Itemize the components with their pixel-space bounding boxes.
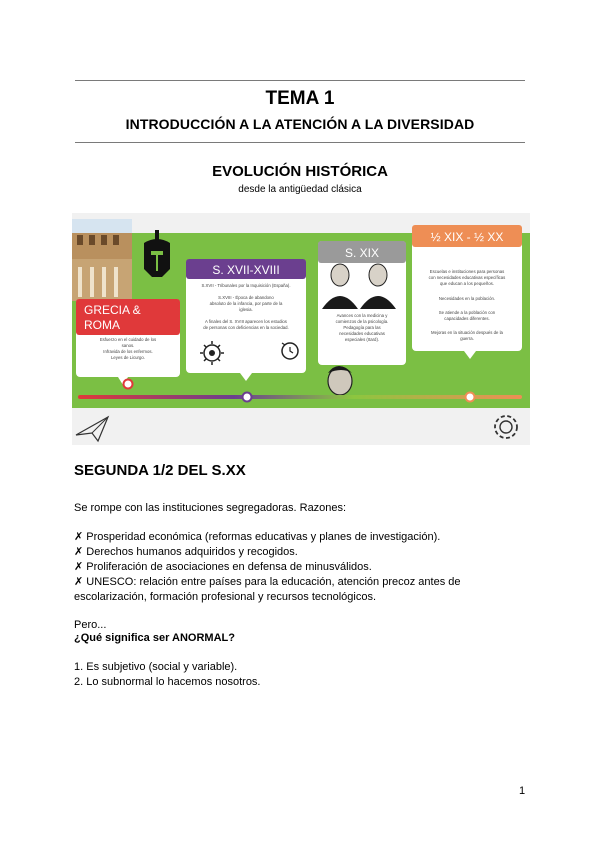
list-item: 1. Es subjetivo (social y variable).: [74, 661, 238, 673]
period-text-4-1: con necesidades educativas específicas: [428, 275, 506, 280]
period-label-4: ½ XIX - ½ XX: [430, 230, 504, 244]
period-text-2-2: absoluto de la infancia, por parte de la: [209, 301, 283, 306]
pero-text: Pero...: [74, 619, 107, 631]
colosseum-image: [72, 219, 132, 301]
period-text-2-1: S.XVIII - Época de abandono: [218, 295, 274, 300]
history-infographic: [72, 213, 530, 445]
section-title: EVOLUCIÓN HISTÓRICA: [212, 163, 388, 180]
period-label-3: S. XIX: [344, 246, 380, 260]
cross-icon: ✗: [74, 576, 84, 588]
paper-plane-icon: [76, 417, 108, 441]
period-text-3-3: necesidades educativas: [339, 331, 385, 336]
list-item: ✗ Proliferación de asociaciones en defensa de minusválidos.: [74, 561, 372, 573]
period-text-2-4: A finales del S. XVIII aparecen los estudios: [205, 319, 287, 324]
timeline-marker-4: [466, 393, 475, 402]
list-item: ✗ UNESCO: relación entre países para la educación, atención precoz antes de: [74, 576, 461, 588]
period-text-2-0: S.XVII - Tribunales por la Inquisición (España).: [201, 283, 291, 288]
gear-icon: [495, 416, 517, 438]
cross-icon: ✗: [74, 561, 84, 573]
timeline-bar: [78, 395, 522, 399]
period-text-4-6: Mejoras en la situación después de la: [431, 330, 503, 335]
period-text-1-2: Infravida de los enfermos.: [103, 349, 153, 354]
section-heading: SEGUNDA 1/2 DEL S.XX: [74, 462, 246, 479]
period-text-4-2: que educan a los pequeños.: [440, 281, 494, 286]
period-text-3-4: especiales (Itard).: [344, 337, 380, 342]
page-title: TEMA 1: [265, 88, 335, 109]
list-item: ✗ Derechos humanos adquiridos y recogidos.: [74, 546, 298, 558]
bottom-portrait-image: [328, 366, 352, 395]
cross-icon: ✗: [74, 531, 84, 543]
period-text-4-7: guerra.: [460, 336, 474, 341]
period-text-3-0: Avances con la medicina y: [336, 313, 388, 318]
question-text: ¿Qué significa ser ANORMAL?: [74, 632, 235, 644]
list-item-continuation: escolarización, formación profesional y recursos tecnológicos.: [74, 591, 377, 603]
infographic-svg: [72, 213, 530, 445]
section-caption: desde la antigüedad clásica: [238, 184, 362, 195]
list-item: 2. Lo subnormal lo hacemos nosotros.: [74, 676, 261, 688]
period-text-1-3: Leyes de Licurgo.: [111, 355, 145, 360]
page-number: 1: [519, 785, 526, 797]
intro-text: Se rompe con las instituciones segregadoras. Razones:: [74, 502, 347, 514]
timeline-marker-2: [243, 393, 252, 402]
cross-icon: ✗: [74, 546, 84, 558]
reasons-list: [74, 530, 461, 605]
answer-list: [74, 660, 261, 690]
period-text-3-1: comienzos de la psicología.: [335, 319, 389, 324]
header-rule: [75, 142, 525, 143]
period-text-1-1: sanos.: [121, 343, 135, 348]
period-text-2-3: iglesia.: [239, 307, 253, 312]
list-item: ✗ Prosperidad económica (reformas educativas y planes de investigación).: [74, 531, 441, 543]
period-text-4-0: Escuelas e instituciones para personas: [429, 269, 505, 274]
period-text-4-4: Se atiende a la población con: [438, 310, 496, 315]
period-text-4-5: capacidades diferentes.: [444, 316, 490, 321]
page-subtitle: INTRODUCCIÓN A LA ATENCIÓN A LA DIVERSIDAD: [125, 116, 475, 132]
period-label-1a: GRECIA &: [84, 303, 141, 317]
top-rule: [75, 80, 525, 81]
period-text-1-0: Esfuerzo en el cuidado de los: [99, 337, 157, 342]
period-label-1b: ROMA: [84, 318, 120, 332]
period-text-4-3: Necesidades en la población.: [438, 296, 496, 301]
period-label-2: S. XVII-XVIII: [212, 263, 280, 277]
period-text-2-5: de personas con deficiencias en la sociedad.: [203, 325, 289, 330]
timeline-marker-1: [124, 380, 133, 389]
period-text-3-2: Pedagogía para las: [343, 325, 381, 330]
